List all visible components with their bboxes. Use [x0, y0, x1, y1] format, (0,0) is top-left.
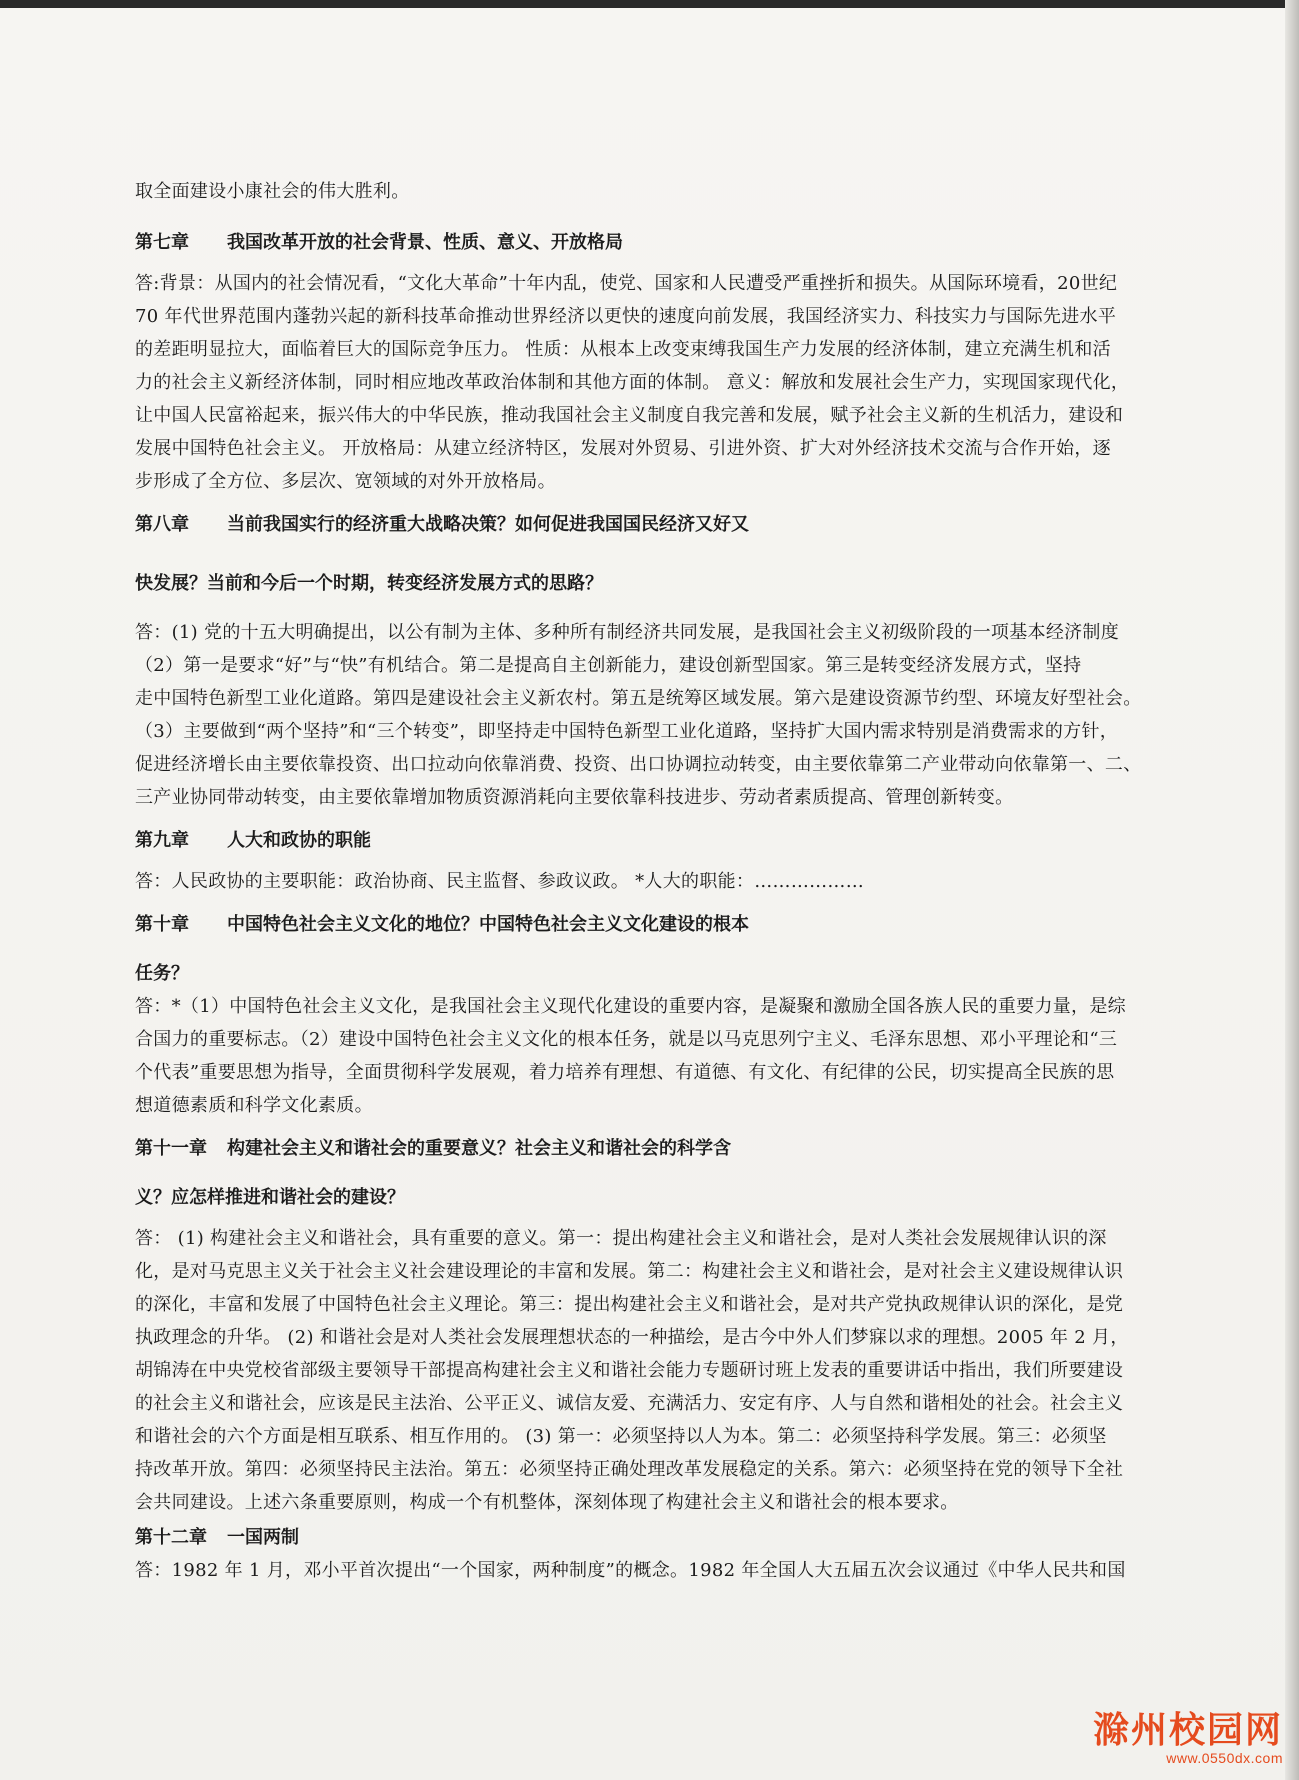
answer-line: 发展中国特色社会主义。 开放格局：从建立经济特区，发展对外贸易、引进外资、扩大对外经济技术交流与合作开始，逐 [135, 438, 1111, 459]
chapter-8-title-cont: 快发展？当前和今后一个时期，转变经济发展方式的思路？ [135, 573, 603, 594]
chapter-12-title: 一国两制 [227, 1527, 299, 1548]
watermark-url: www.0550dx.com [1166, 1750, 1283, 1766]
chapter-9-title: 人大和政协的职能 [227, 830, 371, 851]
chapter-11-number: 第十一章 [135, 1138, 207, 1159]
chapter-10-title-cont: 任务？ [135, 963, 189, 984]
answer-line: 执政理念的升华。 (2) 和谐社会是对人类社会发展理想状态的一种描绘，是古今中外人们梦寐以求的理想。2005 年 2 月， [135, 1327, 1129, 1348]
answer-line: 让中国人民富裕起来，振兴伟大的中华民族，推动我国社会主义制度自我完善和发展，赋予社会主义新的生机活力，建设和 [135, 405, 1124, 426]
chapter-11-answer [135, 1222, 1175, 1519]
answer-line: 想道德素质和科学文化素质。 [135, 1095, 373, 1116]
answer-line: 答： (1) 构建社会主义和谐社会，具有重要的意义。第一：提出构建社会主义和谐社会，是对人类社会发展规律认识的深 [135, 1228, 1107, 1249]
answer-line: 个代表”重要思想为指导，全面贯彻科学发展观，着力培养有理想、有道德、有文化、有纪律的公民，切实提高全民族的思 [135, 1062, 1115, 1083]
answer-line: （2）第一是要求“好”与“快”有机结合。第二是提高自主创新能力，建设创新型国家。第三是转变经济发展方式，坚持 [135, 655, 1082, 676]
chapter-7-title: 我国改革开放的社会背景、性质、意义、开放格局 [227, 232, 623, 253]
chapter-8-heading [135, 508, 1175, 541]
intro-line: 取全面建设小康社会的伟大胜利。 [135, 181, 410, 202]
answer-line: 胡锦涛在中央党校省部级主要领导干部提高构建社会主义和谐社会能力专题研讨班上发表的重要讲话中指出，我们所要建设 [135, 1360, 1124, 1381]
chapter-12-heading [135, 1521, 1175, 1554]
chapter-7-number: 第七章 [135, 232, 189, 253]
answer-line: 答：*（1）中国特色社会主义文化，是我国社会主义现代化建设的重要内容，是凝聚和激励全国各族人民的重要力量，是综 [135, 996, 1126, 1017]
chapter-10-heading [135, 908, 1175, 941]
answer-line: 答:背景：从国内的社会情况看，“文化大革命”十年内乱，使党、国家和人民遭受严重挫折和损失。从国际环境看，20世纪 [135, 273, 1118, 294]
answer-line: 和谐社会的六个方面是相互联系、相互作用的。 (3) 第一：必须坚持以人为本。第二：必须坚持科学发展。第三：必须坚 [135, 1426, 1107, 1447]
answer-line: 合国力的重要标志。（2）建设中国特色社会主义文化的根本任务，就是以马克思列宁主义、毛泽东思想、邓小平理论和“三 [135, 1029, 1118, 1050]
chapter-11-title: 构建社会主义和谐社会的重要意义？社会主义和谐社会的科学含 [227, 1138, 731, 1159]
chapter-9-heading [135, 824, 1175, 857]
answer-line: 答：(1) 党的十五大明确提出，以公有制为主体、多种所有制经济共同发展，是我国社会主义初级阶段的一项基本经济制度 [135, 622, 1120, 643]
chapter-11-title-cont: 义？应怎样推进和谐社会的建设？ [135, 1187, 405, 1208]
chapter-8-number: 第八章 [135, 514, 189, 535]
site-watermark [1093, 1710, 1283, 1766]
chapter-12-number: 第十二章 [135, 1527, 207, 1548]
chapter-10-answer [135, 990, 1175, 1122]
chapter-10-number: 第十章 [135, 914, 189, 935]
answer-line: 走中国特色新型工业化道路。第四是建设社会主义新农村。第五是统筹区域发展。第六是建设资源节约型、环境友好型社会。 [135, 688, 1142, 709]
scan-edge-top [0, 0, 1299, 8]
chapter-9-answer: 答：人民政协的主要职能：政治协商、民主监督、参政议政。 *人大的职能：……………… [135, 871, 865, 892]
chapter-7-heading [135, 226, 1175, 259]
chapter-7-answer [135, 267, 1175, 498]
answer-line: 持改革开放。第四：必须坚持民主法治。第五：必须坚持正确处理改革发展稳定的关系。第六：必须坚持在党的领导下全社 [135, 1459, 1124, 1480]
chapter-10-title: 中国特色社会主义文化的地位？中国特色社会主义文化建设的根本 [227, 914, 749, 935]
answer-line: 的社会主义和谐社会，应该是民主法治、公平正义、诚信友爱、充满活力、安定有序、人与自然和谐相处的社会。社会主义 [135, 1393, 1124, 1414]
chapter-8-title: 当前我国实行的经济重大战略决策？如何促进我国国民经济又好又 [227, 514, 749, 535]
watermark-site-name: 滁州校园网 [1092, 1709, 1283, 1750]
chapter-8-answer [135, 616, 1175, 814]
document-body [135, 175, 1175, 1587]
answer-line: 步形成了全方位、多层次、宽领域的对外开放格局。 [135, 471, 556, 492]
chapter-12-answer: 答：1982 年 1 月，邓小平首次提出“一个国家，两种制度”的概念。1982 年全国人大五届五次会议通过《中华人民共和国 [135, 1560, 1126, 1581]
answer-line: （3）主要做到“两个坚持”和“三个转变”，即坚持走中国特色新型工业化道路，坚持扩大国内需求特别是消费需求的方针， [135, 721, 1119, 742]
answer-line: 的深化，丰富和发展了中国特色社会主义理论。第三：提出构建社会主义和谐社会，是对共产党执政规律认识的深化，是党 [135, 1294, 1124, 1315]
answer-line: 会共同建设。上述六条重要原则，构成一个有机整体，深刻体现了构建社会主义和谐社会的根本要求。 [135, 1492, 959, 1513]
chapter-11-heading [135, 1132, 1175, 1165]
chapter-9-number: 第九章 [135, 830, 189, 851]
answer-line: 三产业协同带动转变，由主要依靠增加物质资源消耗向主要依靠科技进步、劳动者素质提高、管理创新转变。 [135, 787, 1014, 808]
answer-line: 促进经济增长由主要依靠投资、出口拉动向依靠消费、投资、出口协调拉动转变，由主要依靠第二产业带动向依靠第一、二、 [135, 754, 1142, 775]
answer-line: 的差距明显拉大，面临着巨大的国际竞争压力。 性质：从根本上改变束缚我国生产力发展的经济体制，建立充满生机和活 [135, 339, 1111, 360]
answer-line: 70 年代世界范围内蓬勃兴起的新科技革命推动世界经济以更快的速度向前发展，我国经济实力、科技实力与国际先进水平 [135, 306, 1117, 327]
answer-line: 化，是对马克思主义关于社会主义社会建设理论的丰富和发展。第二：构建社会主义和谐社会，是对社会主义建设规律认识 [135, 1261, 1124, 1282]
answer-line: 力的社会主义新经济体制，同时相应地改革政治体制和其他方面的体制。 意义：解放和发展社会生产力，实现国家现代化， [135, 372, 1130, 393]
scan-edge-right [1285, 0, 1299, 1780]
